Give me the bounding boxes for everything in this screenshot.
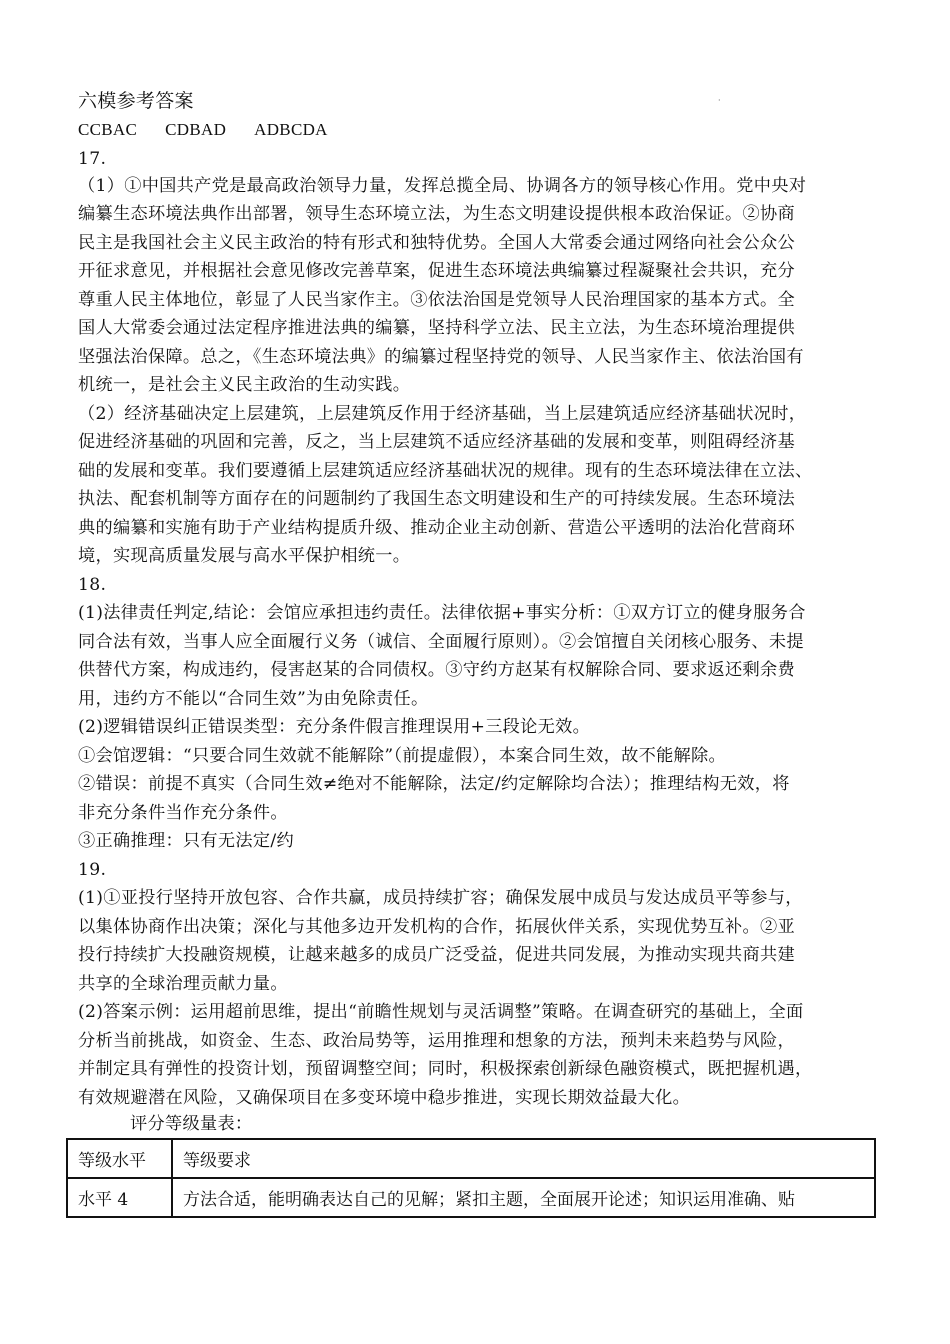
text-line: 民主是我国社会主义民主政治的特有形式和独特优势。全国人大常委会通过网络向社会公众公 [78,233,795,253]
text-line: 编纂生态环境法典作出部署，领导生态环境立法，为生态文明建设提供根本政治保证。②协商 [78,204,795,224]
text-line: ③正确推理：只有无法定/约 [78,831,294,851]
text-line: (2)逻辑错误纠正错误类型：充分条件假言推理误用+三段论无效。 [78,717,591,737]
choice-answer-group: CCBAC [78,120,138,139]
stray-dot-mark: · [718,96,721,105]
grade-table [66,1138,876,1218]
text-line: (1)法律责任判定,结论：会馆应承担违约责任。法律依据+事实分析：①双方订立的健身服务合 [78,603,806,623]
text-line: 同合法有效，当事人应全面履行义务（诚信、全面履行原则）。②会馆擅自关闭核心服务、未提 [78,632,804,652]
text-line: 础的发展和变革。我们要遵循上层建筑适应经济基础状况的规律。现有的生态环境法律在立法、 [78,461,813,481]
table-header-cell: 等级水平 [67,1139,172,1178]
page-title: 六模参考答案 [78,90,194,112]
text-line: (2)答案示例：运用超前思维，提出“前瞻性规划与灵活调整”策略。在调查研究的基础上，全面 [78,1002,804,1022]
text-line: 境，实现高质量发展与高水平保护相统一。 [78,546,411,566]
text-line: （2）经济基础决定上层建筑，上层建筑反作用于经济基础，当上层建筑适应经济基础状况时， [78,404,807,424]
grade-table-caption: 评分等级量表： [130,1114,253,1134]
text-line: 共享的全球治理贡献力量。 [78,974,288,994]
choice-answer-group: ADBCDA [254,120,328,139]
text-line: 开征求意见，并根据社会意见修改完善草案，促进生态环境法典编纂过程凝聚社会共识，充分 [78,261,795,281]
text-line: 非充分条件当作充分条件。 [78,803,288,823]
text-line: ①会馆逻辑：“只要合同生效就不能解除”（前提虚假），本案合同生效，故不能解除。 [78,746,727,766]
text-line: 国人大常委会通过法定程序推进法典的编纂，坚持科学立法、民主立法，为生态环境治理提供 [78,318,795,338]
choice-answers [78,117,878,143]
text-line: 尊重人民主体地位，彰显了人民当家作主。③依法治国是党领导人民治理国家的基本方式。全 [78,290,795,310]
q18-number: 18. [78,575,107,595]
choice-answer-group: CDBAD [165,120,227,139]
q19-number: 19. [78,860,107,880]
text-line: 并制定具有弹性的投资计划，预留调整空间；同时，积极探索创新绿色融资模式，既把握机遇， [78,1059,813,1079]
table-cell-requirement: 方法合适，能明确表达自己的见解；紧扣主题，全面展开论述；知识运用准确、贴 [172,1178,875,1217]
text-line: 以集体协商作出决策；深化与其他多边开发机构的合作，拓展伙伴关系，实现优势互补。②亚 [78,917,795,937]
text-line: （1）①中国共产党是最高政治领导力量，发挥总揽全局、协调各方的领导核心作用。党中央对 [78,176,807,196]
q17-number: 17. [78,149,107,169]
text-line: 有效规避潜在风险，又确保项目在多变环境中稳步推进，实现长期效益最大化。 [78,1088,691,1108]
table-header-cell: 等级要求 [172,1139,875,1178]
text-line: 分析当前挑战，如资金、生态、政治局势等，运用推理和想象的方法，预判未来趋势与风险， [78,1031,795,1051]
table-cell-level: 水平 4 [67,1178,172,1217]
text-line: 执法、配套机制等方面存在的问题制约了我国生态文明建设和生产的可持续发展。生态环境法 [78,489,795,509]
text-line: 促进经济基础的巩固和完善，反之，当上层建筑不适应经济基础的发展和变革，则阻碍经济基 [78,432,795,452]
text-line: ②错误：前提不真实（合同生效≠绝对不能解除，法定/约定解除均合法）；推理结构无效，将 [78,774,790,794]
table-row [67,1178,875,1217]
text-line: 坚强法治保障。总之，《生态环境法典》的编纂过程坚持党的领导、人民当家作主、依法治国有 [78,347,804,367]
text-line: (1)①亚投行坚持开放包容、合作共赢，成员持续扩容；确保发展中成员与发达成员平等参与， [78,888,803,908]
text-line: 机统一，是社会主义民主政治的生动实践。 [78,375,411,395]
text-line: 典的编纂和实施有助于产业结构提质升级、推动企业主动创新、营造公平透明的法治化营商环 [78,518,795,538]
text-line: 投行持续扩大投融资规模，让越来越多的成员广泛受益，促进共同发展，为推动实现共商共建 [78,945,795,965]
text-line: 供替代方案，构成违约，侵害赵某的合同债权。③守约方赵某有权解除合同、要求返还剩余费 [78,660,795,680]
table-header-row [67,1139,875,1178]
text-line: 用，违约方不能以“合同生效”为由免除责任。 [78,689,429,709]
